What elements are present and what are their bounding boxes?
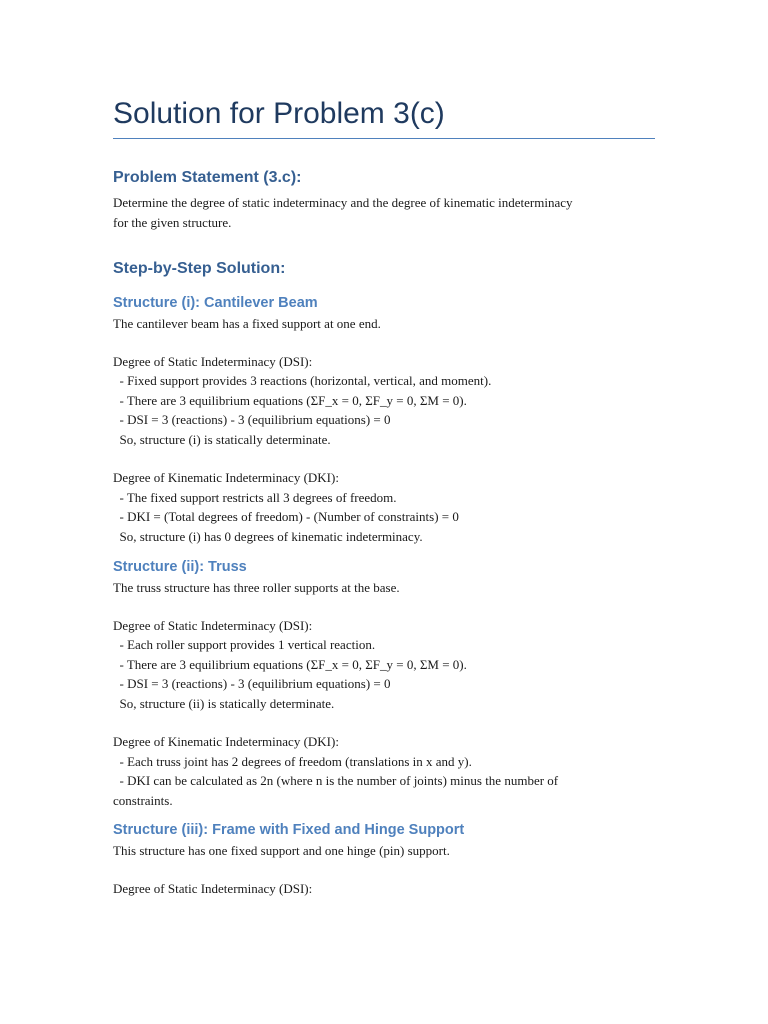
text-line: Degree of Static Indeterminacy (DSI):	[113, 353, 313, 369]
structure-i-dsi	[113, 352, 655, 450]
text-line: - Each roller support provides 1 vertical reaction.	[113, 637, 376, 652]
text-line: - DSI = 3 (reactions) - 3 (equilibrium equations) = 0	[113, 676, 391, 691]
problem-statement-text	[113, 193, 655, 232]
text-line: - Each truss joint has 2 degrees of freedom (translations in x and y).	[113, 753, 472, 769]
structure-iii-heading: Structure (iii): Frame with Fixed and Hinge Support	[113, 822, 465, 838]
text-line: So, structure (i) is statically determinate.	[113, 431, 331, 447]
structure-iii-intro: This structure has one fixed support and one hinge (pin) support.	[113, 843, 450, 858]
text-line: - DSI = 3 (reactions) - 3 (equilibrium equations) = 0	[113, 412, 391, 427]
text-line: - The fixed support restricts all 3 degrees of freedom.	[113, 489, 397, 505]
text-line: - DKI can be calculated as 2n (where n is the number of joints) minus the number of	[113, 773, 559, 788]
text-line: - Fixed support provides 3 reactions (horizontal, vertical, and moment).	[113, 373, 492, 388]
text-line: Degree of Static Indeterminacy (DSI):	[113, 880, 313, 896]
structure-i-intro: The cantilever beam has a fixed support at one end.	[113, 316, 381, 331]
problem-statement-heading: Problem Statement (3.c):	[113, 169, 302, 186]
text-line: Degree of Static Indeterminacy (DSI):	[113, 617, 313, 633]
text-line: Degree of Kinematic Indeterminacy (DKI):	[113, 470, 339, 485]
solution-heading: Step-by-Step Solution:	[113, 260, 286, 277]
text-line: Determine the degree of static indeterminacy and the degree of kinematic indeterminacy	[113, 195, 573, 210]
structure-i-dki	[113, 468, 655, 546]
page-title: Solution for Problem 3(c)	[113, 97, 445, 130]
structure-ii-heading: Structure (ii): Truss	[113, 559, 247, 575]
text-line: - There are 3 equilibrium equations (ΣF_x = 0, ΣF_y = 0, ΣM = 0).	[113, 656, 467, 672]
text-line: Degree of Kinematic Indeterminacy (DKI):	[113, 734, 339, 749]
structure-iii-dsi	[113, 879, 655, 899]
text-line: - There are 3 equilibrium equations (ΣF_x = 0, ΣF_y = 0, ΣM = 0).	[113, 392, 467, 408]
text-line: for the given structure.	[113, 214, 232, 230]
document-page	[113, 92, 655, 898]
text-line: constraints.	[113, 792, 173, 808]
structure-ii-dki	[113, 732, 655, 810]
structure-ii-intro: The truss structure has three roller supports at the base.	[113, 580, 400, 595]
text-line: So, structure (i) has 0 degrees of kinematic indeterminacy.	[113, 528, 423, 544]
text-line: So, structure (ii) is statically determinate.	[113, 695, 335, 711]
title-underline	[113, 138, 655, 139]
structure-i-heading: Structure (i): Cantilever Beam	[113, 295, 318, 311]
structure-ii-dsi	[113, 616, 655, 714]
text-line: - DKI = (Total degrees of freedom) - (Number of constraints) = 0	[113, 509, 459, 524]
